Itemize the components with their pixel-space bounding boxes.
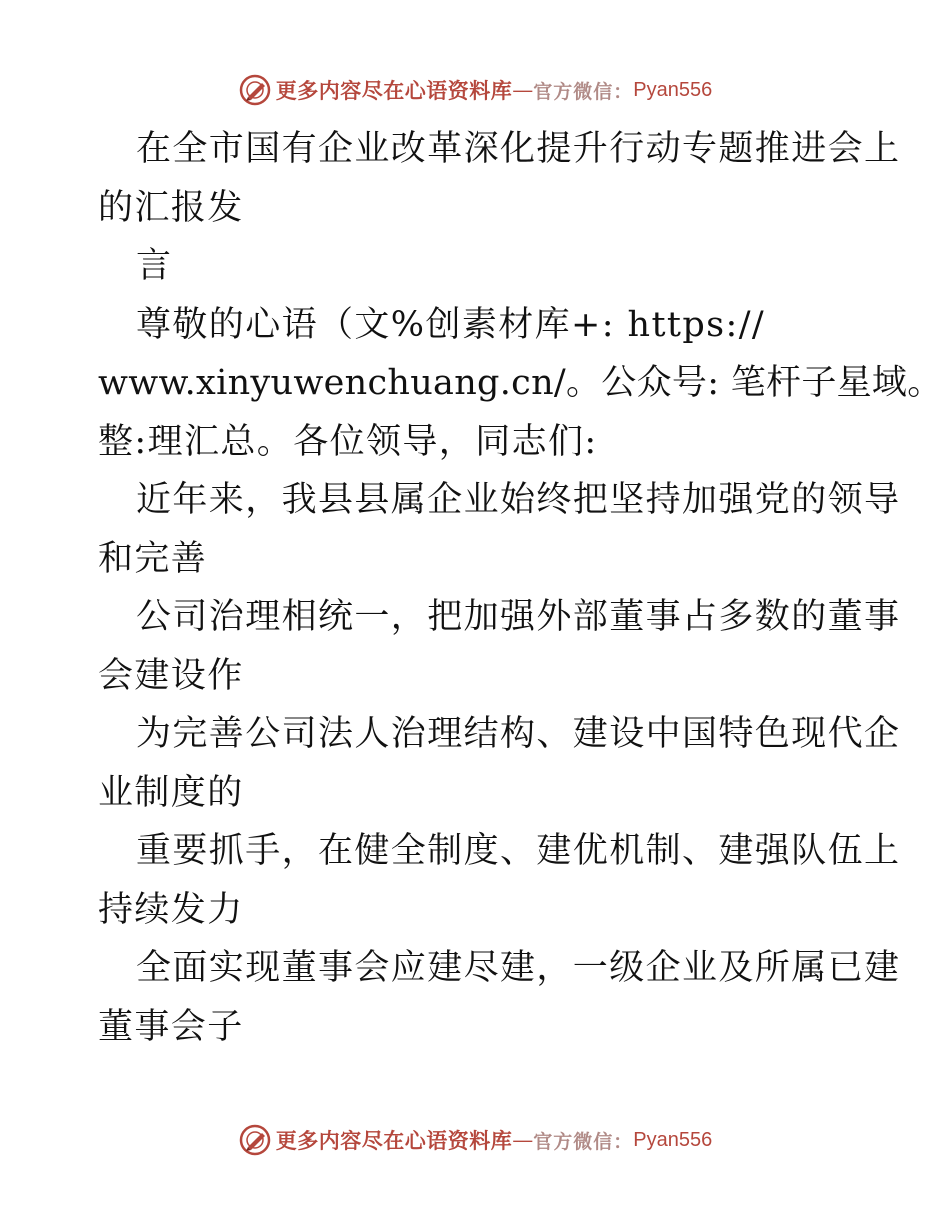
paragraph-line: 公司治理相统一，把加强外部董事占多数的董事 bbox=[136, 597, 901, 637]
banner-dash: — bbox=[512, 78, 534, 102]
title-line-2: 的汇报发 bbox=[98, 187, 244, 228]
footer-watermark bbox=[0, 1120, 950, 1160]
title-line-3: 言 bbox=[136, 246, 173, 286]
banner-wechat-label: 官方微信： bbox=[533, 80, 634, 103]
banner-dash: — bbox=[512, 1128, 534, 1152]
paragraph-line: 为完善公司法人治理结构、建设中国特色现代企 bbox=[136, 714, 901, 754]
paragraph-line: 重要抓手，在健全制度、建优机制、建强队伍上 bbox=[136, 831, 901, 871]
pen-logo-icon bbox=[238, 73, 272, 107]
paragraph-line: 整:理汇总。各位领导，同志们: bbox=[98, 421, 598, 462]
banner-wechat-label: 官方微信： bbox=[533, 1130, 634, 1153]
pen-logo-icon bbox=[238, 1123, 272, 1157]
paragraph-line: 和完善 bbox=[98, 538, 208, 579]
paragraph-line: 会建设作 bbox=[98, 655, 244, 696]
banner-brand: 更多内容尽在心语资料库 bbox=[275, 1128, 513, 1153]
banner-wechat-id: Pyan556 bbox=[633, 78, 713, 101]
document-body bbox=[98, 120, 943, 1056]
paragraph-line: 近年来，我县县属企业始终把坚持加强党的领导 bbox=[136, 480, 901, 520]
paragraph-line: 持续发力 bbox=[98, 889, 244, 930]
paragraph-line: 业制度的 bbox=[98, 772, 244, 813]
banner-wechat-id: Pyan556 bbox=[633, 1128, 713, 1151]
paragraph-line: 董事会子 bbox=[98, 1006, 244, 1047]
banner-brand: 更多内容尽在心语资料库 bbox=[275, 78, 513, 103]
paragraph-line: 全面实现董事会应建尽建，一级企业及所属已建 bbox=[136, 948, 901, 988]
title-line-1: 在全市国有企业改革深化提升行动专题推进会上 bbox=[136, 129, 901, 169]
paragraph-line: 尊敬的心语（文%创素材库+: https:// bbox=[136, 304, 766, 345]
header-watermark bbox=[0, 70, 950, 110]
paragraph-line: www.xinyuwenchuang.cn/。公众号: 笔杆子星域。 bbox=[98, 363, 943, 403]
